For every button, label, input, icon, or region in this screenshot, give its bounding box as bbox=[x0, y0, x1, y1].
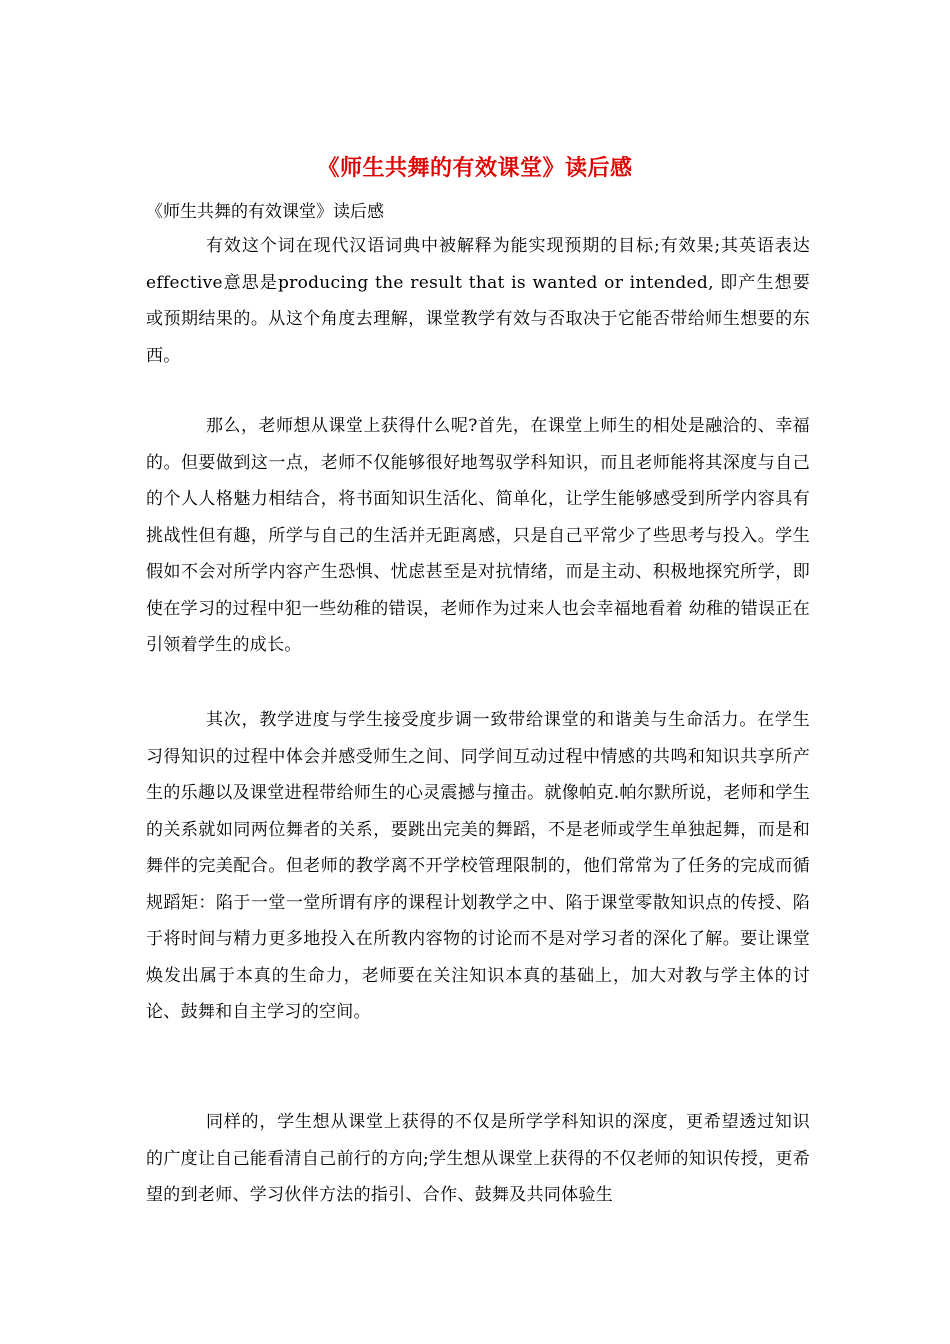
paragraph-2: 那么，老师想从课堂上获得什么呢?首先，在课堂上师生的相处是融洽的、幸福的。但要做到这一点，老师不仅能够很好地驾驭学科知识，而且老师能将其深度与自己的个人人格魅力相结合，将书面知识生活化、简单化，让学生能够感受到所学内容具有挑战性但有趣，所学与自己的生活并无距离感，只是自己平常少了些思考与投入。学生假如不会对所学内容产生恐惧、忧虑甚至是对抗情绪，而是主动、积极地探究所学，即使在学习的过程中犯一些幼稚的错误，老师作为过来人也会幸福地看着 幼稚的错误正在引领着学生的成长。 bbox=[146, 416, 810, 655]
document-subtitle: 《师生共舞的有效课堂》读后感 bbox=[146, 202, 384, 222]
document-title: 《师生共舞的有效课堂》读后感 bbox=[317, 155, 633, 181]
paragraph-1: 有效这个词在现代汉语词典中被解释为能实现预期的目标;有效果;其英语表达effective意思是producing the result that is wanted or intended, 即产生想要或预期结果的。从这个角度去理解，课堂教学有效与否取决于它能否带给师生想要的东西。 bbox=[146, 236, 810, 366]
paragraph-3: 其次，教学进度与学生接受度步调一致带给课堂的和谐美与生命活力。在学生习得知识的过程中体会并感受师生之间、同学间互动过程中情感的共鸣和知识共享所产生的乐趣以及课堂进程带给师生的心灵震撼与撞击。就像帕克.帕尔默所说，老师和学生的关系就如同两位舞者的关系，要跳出完美的舞蹈，不是老师或学生单独起舞，而是和舞伴的完美配合。但老师的教学离不开学校管理限制的，他们常常为了任务的完成而循规蹈矩：陷于一堂一堂所谓有序的课程计划教学之中、陷于课堂零散知识点的传授、陷于将时间与精力更多地投入在所教内容物的讨论而不是对学习者的深化了解。要让课堂焕发出属于本真的生命力，老师要在关注知识本真的基础上，加大对教与学主体的讨论、鼓舞和自主学习的空间。 bbox=[146, 710, 810, 1022]
paragraph-4: 同样的，学生想从课堂上获得的不仅是所学学科知识的深度，更希望透过知识的广度让自己能看清自己前行的方向;学生想从课堂上获得的不仅老师的知识传授，更希望的到老师、学习伙伴方法的指引、合作、鼓舞及共同体验生 bbox=[146, 1112, 810, 1205]
